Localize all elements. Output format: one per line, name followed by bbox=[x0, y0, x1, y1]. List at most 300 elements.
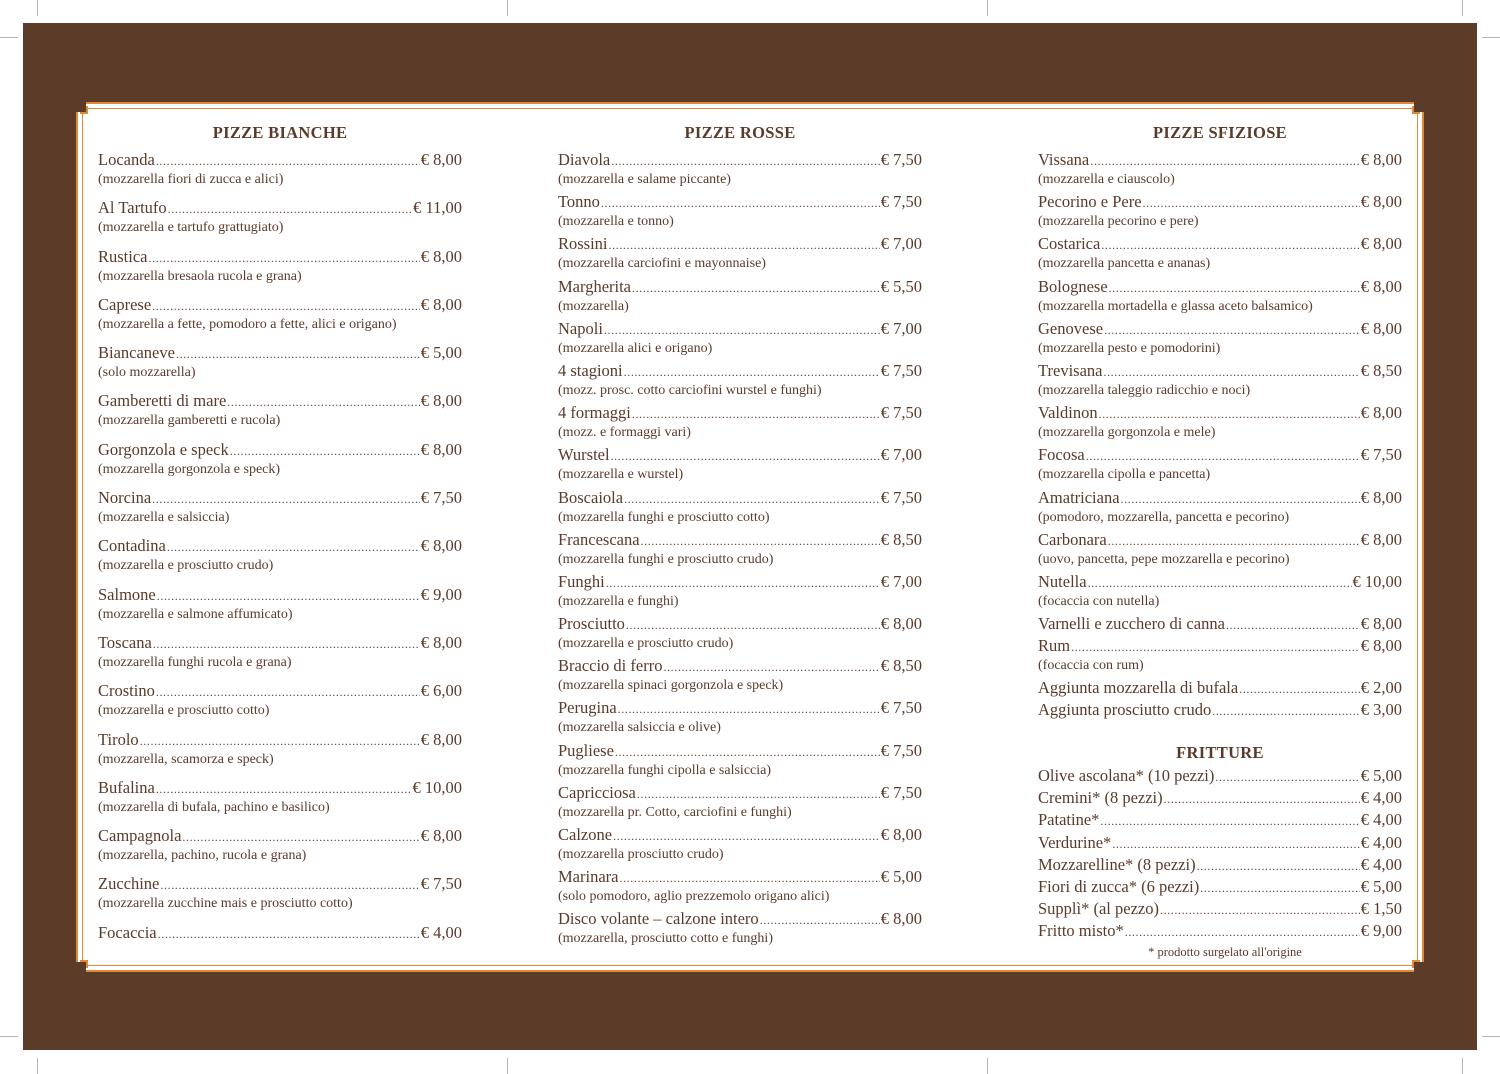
menu-item bbox=[558, 867, 922, 909]
menu-item-price: € 8,00 bbox=[1360, 636, 1402, 656]
menu-item bbox=[558, 192, 922, 234]
menu-item-description: (mozzarella e wurstel) bbox=[558, 467, 684, 483]
menu-item-description: (mozzarella e prosciutto cotto) bbox=[98, 703, 270, 719]
menu-item-price: € 8,00 bbox=[1360, 318, 1402, 338]
menu-item-name: Rossini bbox=[558, 234, 608, 254]
menu-item-name: Fiori di zucca* (6 pezzi) bbox=[1038, 876, 1200, 896]
menu-item-description: (mozzarella funghi cipolla e salsiccia) bbox=[558, 762, 772, 778]
menu-item-row bbox=[1038, 488, 1402, 509]
menu-item bbox=[1038, 788, 1402, 810]
menu-item bbox=[1038, 277, 1402, 319]
menu-item-description: (mozzarella salsiccia e olive) bbox=[558, 720, 721, 736]
menu-item-name: Napoli bbox=[558, 318, 603, 338]
menu-item bbox=[1038, 403, 1402, 445]
menu-item-price: € 7,50 bbox=[880, 360, 922, 380]
menu-item-price: € 8,00 bbox=[1360, 150, 1402, 169]
menu-item-price: € 8,50 bbox=[1360, 360, 1402, 380]
dot-leader bbox=[606, 573, 880, 593]
menu-item-row bbox=[1038, 403, 1402, 424]
menu-item-row bbox=[98, 391, 462, 412]
corner-ornament bbox=[1414, 98, 1428, 112]
menu-item-price: € 7,00 bbox=[880, 445, 922, 465]
menu-item bbox=[558, 572, 922, 614]
menu-item-description: (solo pomodoro, aglio prezzemolo origano alici) bbox=[558, 889, 830, 905]
menu-item bbox=[98, 391, 462, 439]
menu-item-description: (mozzarella prosciutto crudo) bbox=[558, 847, 724, 862]
menu-item-description: (mozzarella funghi e prosciutto cotto) bbox=[558, 509, 770, 525]
menu-item-description: (mozzarella gamberetti e rucola) bbox=[98, 413, 281, 429]
menu-item-name: Zucchine bbox=[98, 874, 160, 894]
menu-item-price: € 8,00 bbox=[1360, 234, 1402, 254]
menu-item-name: Focaccia bbox=[98, 922, 157, 942]
menu-item bbox=[1038, 810, 1402, 832]
menu-item-description: (mozzarella mortadella e glassa aceto balsamico) bbox=[1038, 298, 1313, 314]
menu-item-name: Pugliese bbox=[558, 740, 614, 760]
menu-item bbox=[98, 923, 462, 971]
menu-item-name: Gamberetti di mare bbox=[98, 391, 227, 411]
menu-item-description: (mozzarella pancetta e ananas) bbox=[1038, 256, 1211, 272]
dot-leader bbox=[1071, 637, 1360, 657]
menu-item bbox=[98, 247, 462, 295]
menu-item-row bbox=[558, 909, 922, 930]
menu-item-row bbox=[1038, 572, 1402, 593]
menu-item-description: (mozzarella e ciauscolo) bbox=[1038, 172, 1175, 187]
menu-item-name: Al Tartufo bbox=[98, 198, 167, 218]
menu-item-name: Caprese bbox=[98, 294, 152, 314]
menu-item-price: € 7,50 bbox=[420, 874, 462, 894]
dot-leader bbox=[1101, 235, 1359, 255]
section-title-fritture: FRITTURE bbox=[1176, 743, 1264, 763]
menu-item-name: Aggiunta prosciutto crudo bbox=[1038, 700, 1212, 720]
column-pizze-rosse bbox=[558, 120, 922, 952]
dot-leader bbox=[157, 586, 420, 606]
menu-item-price: € 5,00 bbox=[420, 343, 462, 363]
dot-leader bbox=[626, 615, 880, 635]
menu-item-name: Mozzarelline* (8 pezzi) bbox=[1038, 854, 1196, 874]
dot-leader bbox=[156, 779, 412, 799]
menu-item-row bbox=[1038, 700, 1402, 721]
menu-item bbox=[558, 488, 922, 530]
menu-item-row bbox=[558, 192, 922, 213]
menu-item-row bbox=[1038, 921, 1402, 942]
crop-mark bbox=[1482, 1036, 1500, 1037]
menu-item bbox=[1038, 319, 1402, 361]
menu-item bbox=[558, 361, 922, 403]
menu-item-price: € 4,00 bbox=[1360, 832, 1402, 852]
dot-leader bbox=[1104, 320, 1360, 340]
crop-mark bbox=[987, 1058, 988, 1074]
menu-item-name: Patatine* bbox=[1038, 810, 1100, 830]
menu-item-row bbox=[558, 277, 922, 298]
crop-mark bbox=[507, 1058, 508, 1074]
menu-item-description: (mozzarella gorgonzola e speck) bbox=[98, 461, 281, 477]
menu-item-price: € 7,50 bbox=[420, 488, 462, 508]
dot-leader bbox=[1125, 922, 1360, 942]
menu-item-row bbox=[98, 585, 462, 606]
menu-item-price: € 4,00 bbox=[420, 922, 462, 942]
dot-leader bbox=[1100, 811, 1359, 831]
menu-item-description: (mozzarella, prosciutto cotto e funghi) bbox=[558, 931, 773, 947]
dot-leader bbox=[1239, 679, 1360, 699]
menu-item bbox=[1038, 877, 1402, 899]
dot-leader bbox=[1121, 489, 1360, 509]
menu-item-name: Braccio di ferro bbox=[558, 656, 663, 676]
menu-item bbox=[98, 778, 462, 826]
menu-item-name: Pecorino e Pere bbox=[1038, 192, 1142, 212]
menu-item bbox=[1038, 855, 1402, 877]
menu-item-price: € 5,00 bbox=[1360, 876, 1402, 896]
menu-item-row bbox=[558, 488, 922, 509]
menu-item-price: € 7,00 bbox=[880, 234, 922, 254]
menu-item-price: € 8,50 bbox=[880, 656, 922, 676]
menu-item-price: € 7,50 bbox=[880, 192, 922, 212]
menu-item bbox=[98, 730, 462, 778]
menu-item bbox=[98, 536, 462, 584]
menu-item-row bbox=[1038, 833, 1402, 854]
menu-item-row bbox=[1038, 530, 1402, 551]
menu-item-price: € 8,00 bbox=[420, 294, 462, 314]
crop-mark bbox=[1462, 0, 1463, 16]
dot-leader bbox=[1215, 767, 1359, 787]
menu-item bbox=[1038, 150, 1402, 192]
menu-item-name: Locanda bbox=[98, 150, 155, 169]
menu-item-price: € 6,00 bbox=[420, 681, 462, 701]
section-title: PIZZE SFIZIOSE bbox=[1153, 123, 1287, 142]
menu-item-price: € 4,00 bbox=[1360, 810, 1402, 830]
menu-item-name: Aggiunta mozzarella di bufala bbox=[1038, 678, 1239, 698]
crop-mark bbox=[37, 1058, 38, 1074]
dot-leader bbox=[613, 826, 880, 846]
menu-item-price: € 8,00 bbox=[1360, 276, 1402, 296]
menu-item-price: € 8,00 bbox=[880, 614, 922, 634]
menu-item-name: Francescana bbox=[558, 529, 640, 549]
menu-item-name: Perugina bbox=[558, 698, 617, 718]
menu-item-row bbox=[558, 656, 922, 677]
menu-item-row bbox=[98, 536, 462, 557]
dot-leader bbox=[641, 531, 880, 551]
menu-item-name: Boscaiola bbox=[558, 487, 624, 507]
menu-item-description: (mozz. e formaggi vari) bbox=[558, 425, 691, 441]
dot-leader bbox=[1197, 856, 1360, 876]
menu-item-name: Genovese bbox=[1038, 318, 1104, 338]
menu-item bbox=[1038, 530, 1402, 572]
menu-item-price: € 7,50 bbox=[880, 698, 922, 718]
menu-item bbox=[98, 440, 462, 488]
dot-leader bbox=[609, 235, 880, 255]
dot-leader bbox=[149, 248, 420, 268]
menu-item-row bbox=[1038, 319, 1402, 340]
menu-item-row bbox=[1038, 899, 1402, 920]
menu-item-row bbox=[558, 403, 922, 424]
menu-item-name: Olive ascolana* (10 pezzi) bbox=[1038, 766, 1215, 786]
dot-leader bbox=[182, 827, 419, 847]
menu-item-price: € 8,00 bbox=[1360, 529, 1402, 549]
dot-leader bbox=[1088, 573, 1352, 593]
menu-item-row bbox=[558, 530, 922, 551]
menu-item-name: Biancaneve bbox=[98, 343, 175, 363]
menu-item-row bbox=[98, 730, 462, 751]
menu-item-description: (mozzarella e tonno) bbox=[558, 214, 674, 230]
menu-item-price: € 1,50 bbox=[1360, 898, 1402, 918]
menu-item-name: Capricciosa bbox=[558, 782, 636, 802]
menu-item-row bbox=[558, 361, 922, 382]
menu-item-name: Trevisana bbox=[1038, 360, 1103, 380]
menu-item-price: € 7,50 bbox=[880, 782, 922, 802]
menu-item-price: € 10,00 bbox=[412, 777, 462, 797]
menu-item-price: € 8,00 bbox=[1360, 192, 1402, 212]
dot-leader bbox=[1103, 362, 1359, 382]
menu-item-name: Wurstel bbox=[558, 445, 610, 465]
corner-ornament bbox=[72, 962, 86, 976]
menu-item bbox=[98, 681, 462, 729]
dot-leader bbox=[156, 682, 420, 702]
menu-item bbox=[98, 585, 462, 633]
menu-item-description: (mozz. prosc. cotto carciofini wurstel e funghi) bbox=[558, 382, 822, 398]
dot-leader bbox=[611, 151, 880, 171]
menu-item bbox=[1038, 678, 1402, 700]
menu-item-name: Tonno bbox=[558, 192, 600, 212]
menu-item bbox=[98, 198, 462, 246]
menu-item-row bbox=[1038, 614, 1402, 635]
menu-item-name: Norcina bbox=[98, 488, 152, 508]
menu-item bbox=[1038, 488, 1402, 530]
menu-item-description: (mozzarella e prosciutto crudo) bbox=[98, 558, 274, 574]
dot-leader bbox=[1143, 193, 1360, 213]
menu-item bbox=[1038, 899, 1402, 921]
dot-leader bbox=[1090, 151, 1360, 171]
section-title: PIZZE ROSSE bbox=[684, 123, 796, 142]
menu-item bbox=[558, 530, 922, 572]
menu-item-row bbox=[558, 867, 922, 888]
menu-item-row bbox=[98, 633, 462, 654]
menu-item bbox=[558, 656, 922, 698]
menu-item bbox=[98, 826, 462, 874]
menu-item-description: (mozzarella, scamorza e speck) bbox=[98, 751, 274, 767]
menu-item bbox=[558, 150, 922, 192]
menu-item-name: Verdurine* bbox=[1038, 832, 1112, 852]
menu-item bbox=[558, 741, 922, 783]
menu-item-name: Toscana bbox=[98, 632, 152, 652]
menu-item-name: Cremini* (8 pezzi) bbox=[1038, 788, 1163, 808]
menu-item-name: Valdinon bbox=[1038, 403, 1098, 423]
menu-item bbox=[98, 295, 462, 343]
menu-item-price: € 10,00 bbox=[1352, 571, 1402, 591]
menu-item-price: € 5,50 bbox=[880, 276, 922, 296]
menu-item-row bbox=[558, 319, 922, 340]
menu-item-name: Rustica bbox=[98, 246, 148, 266]
menu-item-price: € 3,00 bbox=[1360, 700, 1402, 720]
menu-item-row bbox=[1038, 636, 1402, 657]
menu-item-price: € 7,50 bbox=[880, 740, 922, 760]
dot-leader bbox=[1226, 615, 1360, 635]
menu-item-description: (mozzarella bresaola rucola e grana) bbox=[98, 268, 302, 284]
menu-item-name: Gorgonzola e speck bbox=[98, 439, 229, 459]
menu-item-row bbox=[1038, 810, 1402, 831]
menu-item-row bbox=[558, 234, 922, 255]
dot-leader bbox=[1109, 278, 1360, 298]
dot-leader bbox=[1099, 404, 1360, 424]
menu-item-name: Campagnola bbox=[98, 826, 182, 846]
dot-leader bbox=[158, 924, 420, 944]
menu-item bbox=[1038, 766, 1402, 788]
dot-leader bbox=[152, 296, 420, 316]
menu-item bbox=[558, 319, 922, 361]
dot-leader bbox=[1160, 900, 1360, 920]
menu-item-row bbox=[98, 150, 462, 171]
menu-item-row bbox=[558, 150, 922, 171]
menu-item bbox=[558, 825, 922, 867]
menu-item-price: € 8,00 bbox=[1360, 487, 1402, 507]
menu-item-row bbox=[98, 874, 462, 895]
menu-item bbox=[98, 874, 462, 922]
menu-item-name: Calzone bbox=[558, 825, 613, 844]
menu-item-name: Disco volante – calzone intero bbox=[558, 909, 759, 929]
menu-item-row bbox=[558, 572, 922, 593]
dot-leader bbox=[611, 446, 880, 466]
crop-mark bbox=[37, 0, 38, 16]
menu-item-price: € 8,00 bbox=[880, 909, 922, 929]
menu-item-price: € 8,00 bbox=[420, 536, 462, 556]
menu-item-description: (mozzarella e prosciutto crudo) bbox=[558, 636, 734, 652]
menu-item-name: Bolognese bbox=[1038, 276, 1108, 296]
menu-item bbox=[1038, 192, 1402, 234]
dot-leader bbox=[637, 784, 880, 804]
menu-item bbox=[1038, 361, 1402, 403]
menu-item-price: € 7,50 bbox=[1360, 445, 1402, 465]
menu-item-price: € 7,50 bbox=[880, 150, 922, 169]
menu-item-price: € 8,00 bbox=[420, 826, 462, 846]
dot-leader bbox=[1200, 878, 1359, 898]
menu-item-price: € 8,00 bbox=[880, 825, 922, 844]
menu-item-name: Prosciutto bbox=[558, 614, 625, 634]
menu-item-description: (mozzarella funghi rucola e grana) bbox=[98, 654, 292, 670]
menu-item-name: Carbonara bbox=[1038, 529, 1107, 549]
menu-item-name: Costarica bbox=[1038, 234, 1101, 254]
dot-leader bbox=[619, 868, 879, 888]
crop-mark bbox=[0, 37, 18, 38]
menu-item-row bbox=[1038, 788, 1402, 809]
menu-item bbox=[558, 614, 922, 656]
menu-item bbox=[98, 488, 462, 536]
menu-item-description: (mozzarella e funghi) bbox=[558, 593, 679, 609]
menu-item-description: (mozzarella pr. Cotto, carciofini e funghi) bbox=[558, 804, 792, 820]
menu-item-name: Focosa bbox=[1038, 445, 1085, 465]
menu-item bbox=[1038, 700, 1402, 722]
footnote: * prodotto surgelato all'origine bbox=[1148, 945, 1302, 959]
menu-item-description: (uovo, pancetta, pepe mozzarella e pecorino) bbox=[1038, 551, 1290, 567]
crop-mark bbox=[1482, 37, 1500, 38]
menu-item-price: € 8,00 bbox=[1360, 614, 1402, 634]
menu-item-price: € 4,00 bbox=[1360, 788, 1402, 808]
menu-item-price: € 8,00 bbox=[420, 150, 462, 169]
dot-leader bbox=[160, 875, 419, 895]
menu-item bbox=[558, 403, 922, 445]
crop-mark bbox=[1462, 1058, 1463, 1074]
menu-item-price: € 9,00 bbox=[420, 584, 462, 604]
dot-leader bbox=[167, 537, 420, 557]
corner-ornament bbox=[1414, 962, 1428, 976]
dot-leader bbox=[615, 742, 880, 762]
menu-item bbox=[98, 150, 462, 198]
menu-item-name: Rum bbox=[1038, 636, 1071, 656]
menu-item bbox=[558, 783, 922, 825]
menu-item-description: (mozzarella) bbox=[558, 298, 629, 314]
menu-item-row bbox=[558, 614, 922, 635]
menu-item-description: (mozzarella e tartufo grattugiato) bbox=[98, 220, 284, 236]
menu-panel bbox=[76, 102, 1424, 972]
menu-item-name: Nutella bbox=[1038, 571, 1087, 591]
menu-item-price: € 9,00 bbox=[1360, 920, 1402, 940]
menu-item-price: € 8,50 bbox=[880, 529, 922, 549]
dot-leader bbox=[1212, 701, 1360, 721]
menu-item-row bbox=[1038, 234, 1402, 255]
menu-item-row bbox=[558, 741, 922, 762]
menu-item-description: (mozzarella cipolla e pancetta) bbox=[1038, 467, 1211, 483]
menu-item-name: Varnelli e zucchero di canna bbox=[1038, 614, 1225, 634]
menu-item bbox=[1038, 921, 1402, 943]
menu-item-row bbox=[1038, 150, 1402, 171]
menu-item-description: (mozzarella carciofini e mayonnaise) bbox=[558, 256, 766, 272]
menu-item-name: 4 stagioni bbox=[558, 360, 623, 380]
menu-item-row bbox=[1038, 766, 1402, 787]
menu-item-description: (mozzarella e salame piccante) bbox=[558, 172, 731, 187]
menu-item-name: Funghi bbox=[558, 571, 605, 591]
menu-item bbox=[558, 234, 922, 276]
menu-item bbox=[1038, 572, 1402, 614]
dot-leader bbox=[230, 441, 420, 461]
dot-leader bbox=[227, 392, 419, 412]
dot-leader bbox=[760, 910, 880, 930]
crop-mark bbox=[0, 1036, 18, 1037]
menu-item-price: € 8,00 bbox=[420, 439, 462, 459]
dot-leader bbox=[153, 634, 420, 654]
menu-item-name: Vissana bbox=[1038, 150, 1090, 169]
menu-item-row bbox=[98, 923, 462, 944]
dot-leader bbox=[624, 362, 880, 382]
menu-item-row bbox=[98, 488, 462, 509]
menu-item-description: (mozzarella pecorino e pere) bbox=[1038, 214, 1199, 230]
menu-item-name: Fritto misto* bbox=[1038, 920, 1124, 940]
menu-item-description: (pomodoro, mozzarella, pancetta e pecorino) bbox=[1038, 509, 1290, 525]
menu-item-description: (solo mozzarella) bbox=[98, 365, 196, 381]
dot-leader bbox=[1086, 446, 1360, 466]
menu-item-row bbox=[1038, 445, 1402, 466]
menu-item bbox=[558, 445, 922, 487]
menu-item-name: Amatriciana bbox=[1038, 487, 1120, 507]
menu-item bbox=[1038, 636, 1402, 678]
menu-item-name: Supplì* (al pezzo) bbox=[1038, 898, 1159, 918]
menu-item-row bbox=[98, 826, 462, 847]
menu-item-price: € 7,50 bbox=[880, 403, 922, 423]
menu-item-description: (mozzarella e salsiccia) bbox=[98, 510, 230, 526]
menu-item-price: € 2,00 bbox=[1360, 678, 1402, 698]
dot-leader bbox=[1108, 531, 1360, 551]
crop-mark bbox=[507, 0, 508, 16]
menu-item-price: € 11,00 bbox=[413, 198, 462, 218]
menu-item-name: Bufalina bbox=[98, 777, 155, 797]
menu-item-row bbox=[1038, 277, 1402, 298]
menu-item-description: (mozzarella di bufala, pachino e basilico) bbox=[98, 799, 330, 815]
menu-item-name: Diavola bbox=[558, 150, 611, 169]
menu-item-row bbox=[98, 440, 462, 461]
dot-leader bbox=[1164, 789, 1360, 809]
dot-leader bbox=[601, 193, 880, 213]
menu-item bbox=[1038, 614, 1402, 636]
menu-item-name: Salmone bbox=[98, 584, 156, 604]
menu-item-description: (focaccia con rum) bbox=[1038, 658, 1144, 674]
menu-item bbox=[98, 633, 462, 681]
menu-item-name: Contadina bbox=[98, 536, 166, 556]
